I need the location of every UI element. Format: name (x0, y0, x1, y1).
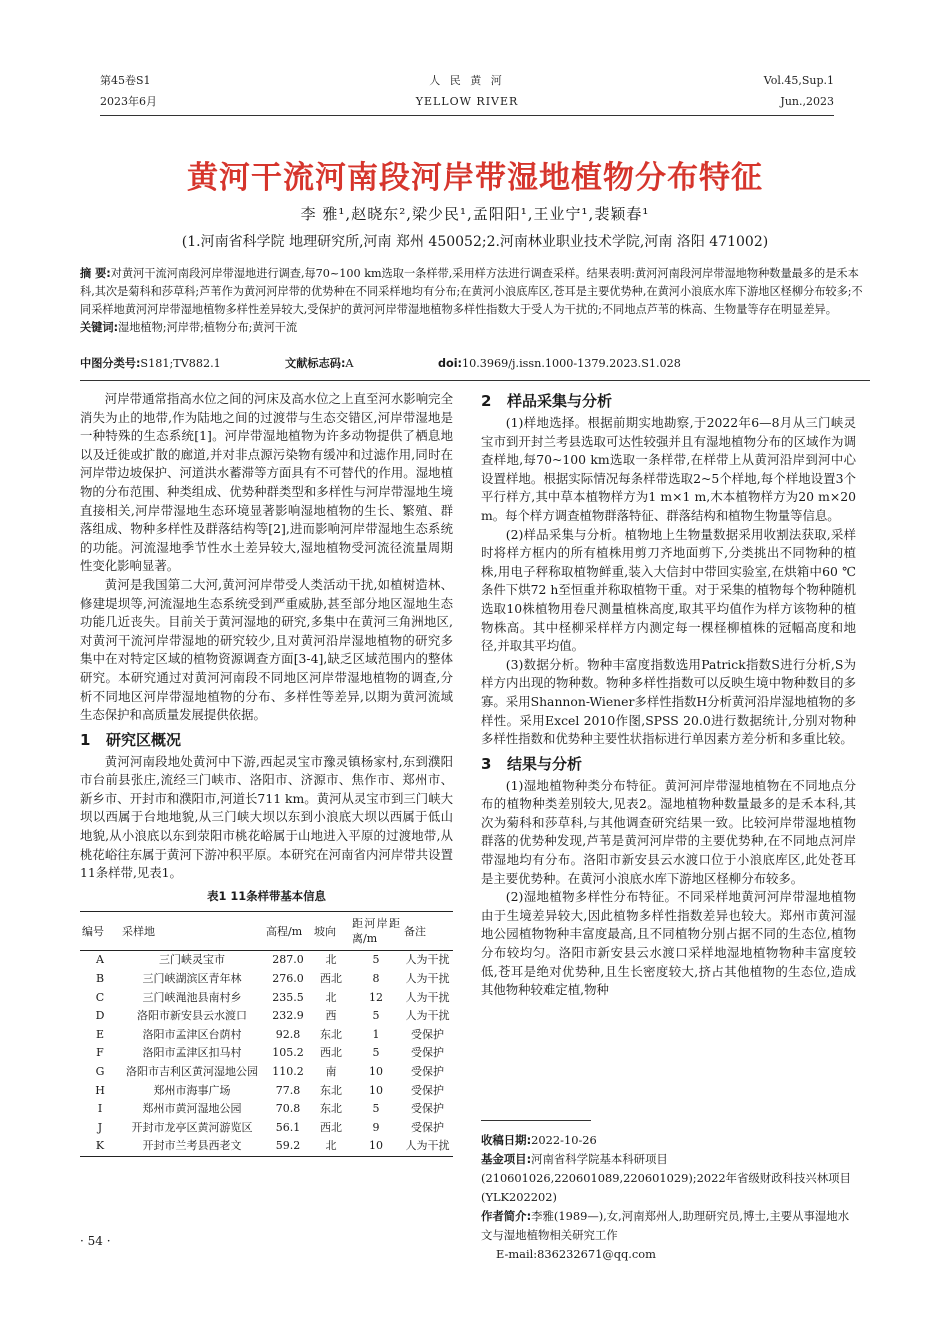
cell-note: 人为干扰 (405, 972, 450, 986)
th-note: 备注 (402, 912, 453, 951)
cell-note: 人为干扰 (405, 1009, 450, 1023)
cell-distance: 8 (372, 972, 380, 986)
body-paragraph: (1)湿地植物种类分布特征。黄河河岸带湿地植物在不同地点分布的植物种类差别较大,见表2。湿地植物种数量最多的是禾本科,其次为菊科和莎草科,与其他调查研究结果一致。比较河岸带湿地植物群落的优势种发现,芦苇是黄河河岸带的主要优势种,在不同地点河岸带湿地均有分布。洛阳市新安县云水渡口位于小浪底库区,此处苍耳是主要优势种。在黄河小浪底水库下游地区柽柳分布较多。 (481, 777, 856, 886)
cell-site: 开封市兰考县西老文 (120, 1137, 264, 1156)
doc-code-label: 文献标志码: (285, 357, 346, 370)
body-paragraph: (1)样地选择。根据前期实地勘察,于2022年6—8月从三门峡灵宝市到开封兰考县选取可达性较强并且有湿地植物分布的区域作为调查样地,每70~100 km选取一条样带,在样带上从黄河沿岸到河中心设置样地。根据实际情况每条样带选取2~5个样地,每个样地设置3个平行样方,其中草本植物样方为1 m×1 m,木本植物样方为20 m×20 m。每个样方调查植物群落特征、群落结构和植物生物量等信息。 (481, 415, 856, 523)
cell-site: 郑州市黄河湿地公园 (142, 1102, 242, 1116)
cell-distance: 5 (372, 1046, 380, 1060)
cell-site: 洛阳市孟津区扣马村 (142, 1046, 242, 1060)
affiliation: (1.河南省科学院 地理研究所,河南 郑州 450052;2.河南林业职业技术学院,河南 洛阳 471002) (181, 234, 769, 250)
right-column (481, 386, 856, 1000)
cell-note: 人为干扰 (402, 1137, 453, 1156)
abstract-divider (80, 380, 870, 381)
cell-distance: 5 (372, 1102, 380, 1116)
author-info: 李雅(1989—),女,河南郑州人,助理研究员,博士,主要从事湿地水文与湿地植物相关研究工作 (481, 1209, 850, 1242)
cell-aspect: 西北 (320, 1120, 342, 1134)
cell-aspect: 北 (325, 990, 337, 1004)
fund-label: 基金项目: (481, 1152, 532, 1166)
table-row (80, 1007, 453, 1026)
cell-distance: 10 (369, 1065, 383, 1078)
footnote-divider (481, 1120, 591, 1121)
table-row (80, 1026, 453, 1045)
cell-aspect: 南 (325, 1065, 337, 1078)
cell-elevation: 92.8 (275, 1027, 301, 1041)
table-row (80, 1063, 453, 1082)
header-divider (100, 115, 834, 116)
cell-site: 三门峡渑池县南村乡 (142, 990, 242, 1004)
cell-aspect: 西北 (320, 1046, 342, 1060)
header-center (100, 70, 834, 112)
abstract-text: 对黄河干流河南段河岸带湿地进行调查,每70~100 km选取一条样带,采用样方法进行调查采样。结果表明:黄河河南段河岸带湿地物种数量最多的是禾本科,其次是菊科和莎草科;芦苇作为黄河河岸带的优势种在不同采样地均有分布;在黄河小浪底库区,苍耳是主要优势种,在黄河小浪底水库下游地区柽柳分布较多;不同采样地黄河河岸带湿地植物多样性差异较大,受保护的黄河河岸带湿地植物多样性指数大于受人为干扰的;不同地点芦苇的株高、生物量等存在明显差异。 (80, 267, 863, 316)
section-heading: 3 结果与分析 (481, 754, 583, 773)
th-distance: 距河岸距离/m (350, 912, 402, 951)
author-info-label: 作者简介: (481, 1209, 532, 1223)
cell-elevation: 70.8 (275, 1102, 301, 1116)
cell-distance: 12 (369, 990, 383, 1004)
cell-site: 三门峡灵宝市 (159, 953, 225, 967)
table-row (80, 1119, 453, 1138)
cell-distance: 10 (350, 1137, 402, 1156)
cell-note: 人为干扰 (405, 990, 450, 1004)
header-right (764, 70, 834, 112)
left-column (80, 390, 453, 1157)
cell-site: 三门峡湖滨区青年林 (142, 972, 242, 986)
cell-id: K (80, 1137, 120, 1156)
running-header (100, 70, 834, 112)
volume-en: Vol.45,Sup.1 (763, 74, 834, 87)
date-en: Jun.,2023 (780, 95, 834, 108)
received-label: 收稿日期: (481, 1133, 532, 1147)
cell-note: 受保护 (411, 1083, 444, 1097)
cell-note: 受保护 (411, 1120, 444, 1134)
table-row (80, 1100, 453, 1119)
cell-site: 洛阳市吉利区黄河湿地公园 (126, 1065, 258, 1078)
page-number: · 54 · (80, 1234, 111, 1248)
doi-label: doi: (438, 357, 463, 370)
abstract-label: 摘 要: (80, 267, 111, 280)
cell-note: 人为干扰 (405, 953, 450, 967)
date-cn: 2023年6月 (100, 95, 157, 108)
cell-distance: 9 (372, 1120, 380, 1134)
cell-elevation: 110.2 (272, 1065, 304, 1078)
section-heading: 1 研究区概况 (80, 730, 182, 749)
cell-elevation: 59.2 (264, 1137, 312, 1156)
abstract (80, 265, 870, 337)
cell-id: A (96, 953, 104, 967)
received-date: 2022-10-26 (531, 1133, 597, 1147)
keywords-label: 关键词: (80, 321, 119, 334)
cell-elevation: 287.0 (272, 953, 304, 967)
th-id: 编号 (80, 912, 120, 951)
th-site: 采样地 (120, 912, 264, 951)
cell-id: B (95, 972, 105, 986)
cell-distance: 10 (369, 1083, 383, 1097)
body-paragraph: (2)样品采集与分析。植物地上生物量数据采用收割法获取,采样时将样方框内的所有植株用剪刀齐地面剪下,分类挑出不同物种的植株,用电子秤称取植物鲜重,装入大信封中带回实验室,在烘箱中60 ℃条件下烘72 h至恒重并称取植物干重。对于采集的植物每个物种随机选取10株植物用卷尺测量植株高度,取其平均值作为样方该物种的植物株高。其中柽柳采样样方内测定每一棵柽柳植株的冠幅高度和地径,并取其平均值。 (481, 526, 856, 654)
cell-site: 郑州市海事广场 (153, 1083, 231, 1097)
intro-paragraph: 黄河是我国第二大河,黄河河岸带受人类活动干扰,如植树造林、修建堤坝等,河流湿地生态系统受到严重威胁,甚至部分地区湿地生态功能几近丧失。目前关于黄河湿地的研究,多集中在黄河三角洲地区,对黄河干流河岸带湿地的研究较少,且对黄河沿岸湿地植物的研究多集中在对特定区域的植物资源调查方面[3-4],缺乏区域范围内的整体研究。本研究通过对黄河河南段不同地区河岸带湿地植物的调查,分析不同地区河岸带湿地植物的分布、多样性等差异,以期为黄河流域生态保护和高质量发展提供依据。 (80, 576, 453, 723)
cell-elevation: 56.1 (275, 1120, 301, 1134)
cell-id: G (95, 1065, 105, 1078)
th-aspect: 坡向 (312, 912, 350, 951)
cell-elevation: 77.8 (275, 1083, 301, 1097)
cell-id: I (97, 1102, 103, 1116)
cell-site: 开封市龙亭区黄河游览区 (131, 1120, 253, 1134)
cell-aspect: 东北 (320, 1102, 342, 1116)
body-paragraph: (2)湿地植物多样性分布特征。不同采样地黄河河岸带湿地植物由于生境差异较大,因此植物多样性指数差异也较大。郑州市黄河湿地公园植物物种丰富度最高,且不同植物分别占据不同的生态位,植物分布较均匀。洛阳市新安县云水渡口采样地湿地植物物种丰富度较低,苍耳是绝对优势种,且生长密度较大,挤占其他植物的生态位,造成其他物种较难定植,物种 (481, 889, 856, 998)
sample-table (80, 911, 453, 1157)
fund-text: 河南省科学院基本科研项目(210601026,220601089,220601029);2022年省级财政科技兴林项目(YLK202202) (481, 1152, 851, 1204)
body-paragraph: 黄河河南段地处黄河中下游,西起灵宝市豫灵镇杨家村,东到濮阳市台前县张庄,流经三门峡市、洛阳市、济源市、焦作市、郑州市、新乡市、开封市和濮阳市,河道长711 km。黄河从灵宝市到三门峡大坝以西属于台地地貌,从三门峡大坝以东到小浪底大坝以西属于低山地貌,从小浪底以东到荥阳市桃花峪属于山地进入平原的过渡地带,从桃花峪往东属于黄河下游冲积平原。本研究在河南省内河岸带共设置11条样带,见表1。 (80, 753, 453, 881)
keywords: 湿地植物;河岸带;植物分布;黄河干流 (118, 321, 298, 334)
section-heading: 2 样品采集与分析 (481, 392, 613, 410)
cell-id: F (96, 1046, 104, 1060)
table-row (80, 951, 453, 970)
cell-note: 受保护 (411, 1027, 444, 1041)
cell-elevation: 276.0 (272, 972, 304, 986)
table-row (80, 1082, 453, 1101)
clc-value: S181;TV882.1 (140, 357, 221, 370)
cell-distance: 5 (372, 1009, 380, 1023)
cell-note: 受保护 (411, 1102, 444, 1116)
cell-id: C (95, 990, 105, 1004)
table-caption: 表1 11条样带基本信息 (207, 888, 326, 903)
cell-elevation: 232.9 (272, 1009, 304, 1023)
table-row (80, 1137, 453, 1156)
cell-id: D (95, 1009, 105, 1023)
cell-id: H (95, 1083, 105, 1097)
cell-id: J (97, 1120, 103, 1134)
cell-site: 洛阳市新安县云水渡口 (137, 1009, 247, 1023)
cell-elevation: 105.2 (272, 1046, 304, 1060)
journal-name-cn: 人 民 黄 河 (429, 74, 505, 87)
cell-distance: 1 (372, 1027, 380, 1041)
author-list: 李 雅¹,赵晓东²,梁少民¹,孟阳阳¹,王业宁¹,裴颖春¹ (300, 205, 650, 223)
cell-id: E (95, 1027, 105, 1041)
cell-elevation: 235.5 (272, 990, 304, 1004)
cell-aspect: 北 (312, 1137, 350, 1156)
intro-paragraph: 河岸带通常指高水位之间的河床及高水位之上直至河水影响完全消失为止的地带,作为陆地之间的过渡带与生态交错区,河岸带湿地是一种特殊的生态系统[1]。河岸带湿地植物为许多动物提供了栖息地以及迁徙或扩散的廊道,并对非点源污染物有缓冲和过滤作用,同时在河岸带边坡保护、河道洪水蓄滞等方面具有不可替代的作用。湿地植物的分布范围、种类组成、优势种群类型和多样性与河岸带湿地生境直接相关,河岸带湿地生态环境显著影响湿地植物的生长、繁殖、群落组成、物种多样性及群落结构等[2],进而影响河岸带湿地生态系统的功能。河流湿地季节性水土差异较大,湿地植物受河流径流量周期性变化影响显著。 (80, 391, 453, 574)
footnote (481, 1131, 856, 1264)
cell-aspect: 西 (325, 1009, 337, 1023)
table-header-row (80, 912, 453, 951)
doc-code-value: A (345, 357, 354, 370)
cell-site: 洛阳市孟津区台荫村 (142, 1027, 242, 1041)
body-paragraph: (3)数据分析。物种丰富度指数选用Patrick指数S进行分析,S为样方内出现的物种数。物种多样性指数可以反映生境中物种数目的多寡。采用Shannon-Wiener多样性指数H分析黄河沿岸湿地植物的多样性。采用Excel 2010作图,SPSS 20.0进行数据统计,分别对物种多样性指数和优势种主要性状指标进行单因素方差分析和多重比较。 (481, 656, 856, 747)
cell-note: 受保护 (411, 1065, 444, 1078)
cell-distance: 5 (372, 953, 380, 967)
cell-aspect: 东北 (320, 1083, 342, 1097)
email: E-mail:836232671@qq.com (496, 1247, 656, 1261)
article-title: 黄河干流河南段河岸带湿地植物分布特征 (187, 160, 763, 196)
cell-aspect: 东北 (320, 1027, 342, 1041)
table-row (80, 1044, 453, 1063)
cell-aspect: 北 (325, 953, 337, 967)
cell-note: 受保护 (411, 1046, 444, 1060)
cell-aspect: 西北 (320, 972, 342, 986)
volume-cn: 第45卷S1 (100, 74, 151, 87)
clc-label: 中图分类号: (80, 357, 141, 370)
table-row (80, 970, 453, 989)
th-elevation: 高程/m (264, 912, 312, 951)
doi-value: 10.3969/j.issn.1000-1379.2023.S1.028 (462, 357, 681, 370)
table-row (80, 989, 453, 1008)
journal-name-en: YELLOW RIVER (415, 95, 519, 108)
